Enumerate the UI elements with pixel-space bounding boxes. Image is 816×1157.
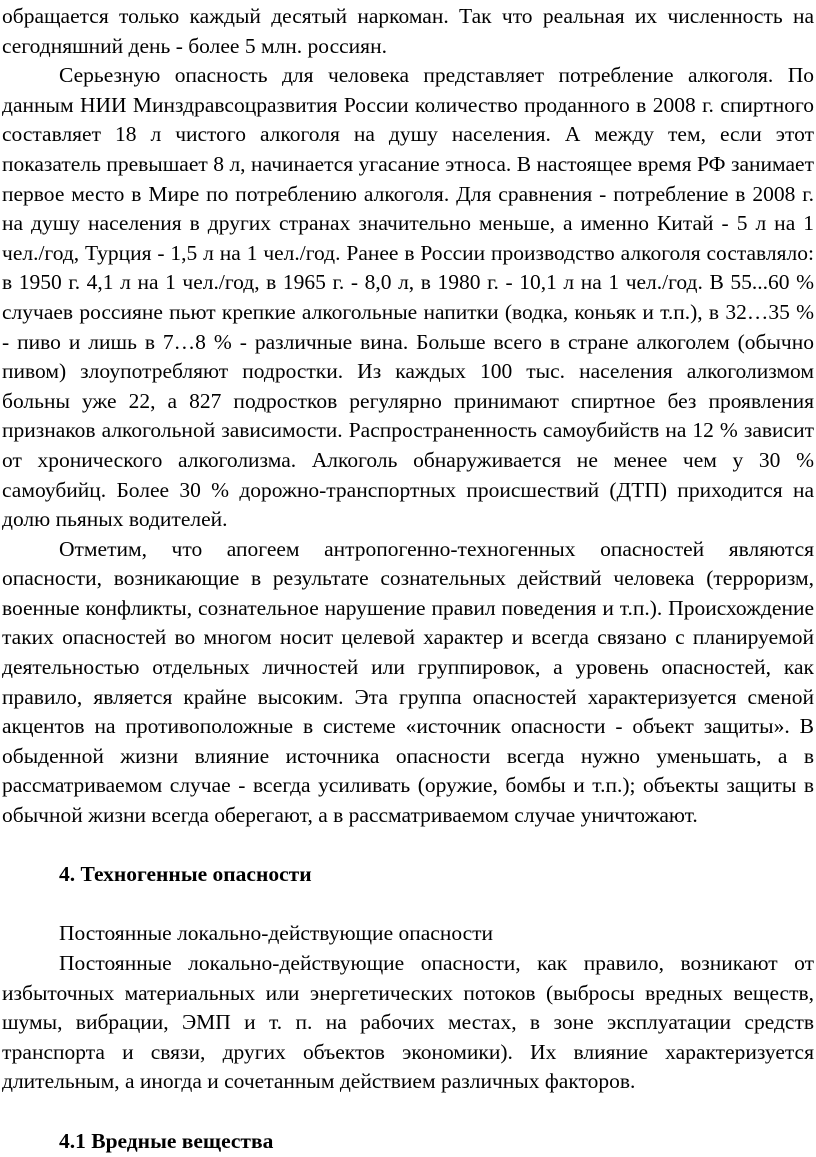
spacer [2,890,814,920]
section-heading-technogenic: 4. Техногенные опасности [59,862,312,887]
paragraph-intentional-hazards: Отметим, что апогеем антропогенно-техногенных опасностей являются опасности, возникающие в результате сознательных действий человека (терроризм, военные конфликты, сознательное нарушение правил поведения и т.п.). Происхождение таких опасностей во многом носит целевой характер и всегда связано с планируемой деятельностью отдельных личностей или группировок, а уровень опасностей, как правило, является крайне высоким. Эта группа опасностей характеризуется сменой акцентов на противоположные в системе «источник опасности - объект защиты». В обыденной жизни влияние источника опасности всегда нужно уменьшать, а в рассматриваемом случае - всегда усиливать (оружие, бомбы и т.п.); объекты защиты в обычной жизни всегда оберегают, а в рассматриваемом случае уничтожают. [2,536,814,828]
spacer [2,1097,814,1127]
spacer [2,831,814,861]
paragraph-alcohol: Серьезную опасность для человека представляет потребление алкоголя. По данным НИИ Минздравсоцразвития России количество проданного в 2008 г. спиртного составляет 18 л чистого алкоголя на душу населения. А между тем, если этот показатель превышает 8 л, начинается угасание этноса. В настоящее время РФ занимает первое место в Мире по потреблению алкоголя. Для сравнения - потребление в 2008 г. на душу населения в других странах значительно меньше, а именно Китай - 5 л на 1 чел./год, Турция - 1,5 л на 1 чел./год. Ранее в России производство алкоголя составляло: в 1950 г. 4,1 л на 1 чел./год, в 1965 г. - 8,0 л, в 1980 г. - 10,1 л на 1 чел./год. В 55...60 % случаев россияне пьют крепкие алкогольные напитки (водка, коньяк и т.п.), в 32…35 % - пиво и лишь в 7…8 % - различные вина. Больше всего в стране алкоголем (обычно пивом) злоупотребляют подростки. Из каждых 100 тыс. населения алкоголизмом больны уже 22, а 827 подростков регулярно принимают спиртное без проявления признаков алкогольной зависимости. Распространенность самоубийств на 12 % зависит от хронического алкоголизма. Алкоголь обнаруживается не менее чем у 30 % самоубийц. Более 30 % дорожно-транспортных происшествий (ДТП) приходится на долю пьяных водителей. [2,63,814,532]
subsection-title-local-hazards: Постоянные локально-действующие опасности [59,921,494,946]
paragraph-local-hazards: Постоянные локально-действующие опасности, как правило, возникают от избыточных материальных или энергетических потоков (выбросы вредных веществ, шумы, вибрации, ЭМП и т. п. на рабочих местах, в зоне эксплуатации средств транспорта и связи, других объектов экономики). Их влияние характеризуется длительным, а иногда и сочетанным действием различных факторов. [2,951,814,1094]
paragraph-drug-addicts: обращается только каждый десятый наркоман. Так что реальная их численность на сегодняшний день - более 5 млн. россиян. [2,4,814,58]
section-heading-harmful-substances: 4.1 Вредные вещества [59,1128,274,1153]
